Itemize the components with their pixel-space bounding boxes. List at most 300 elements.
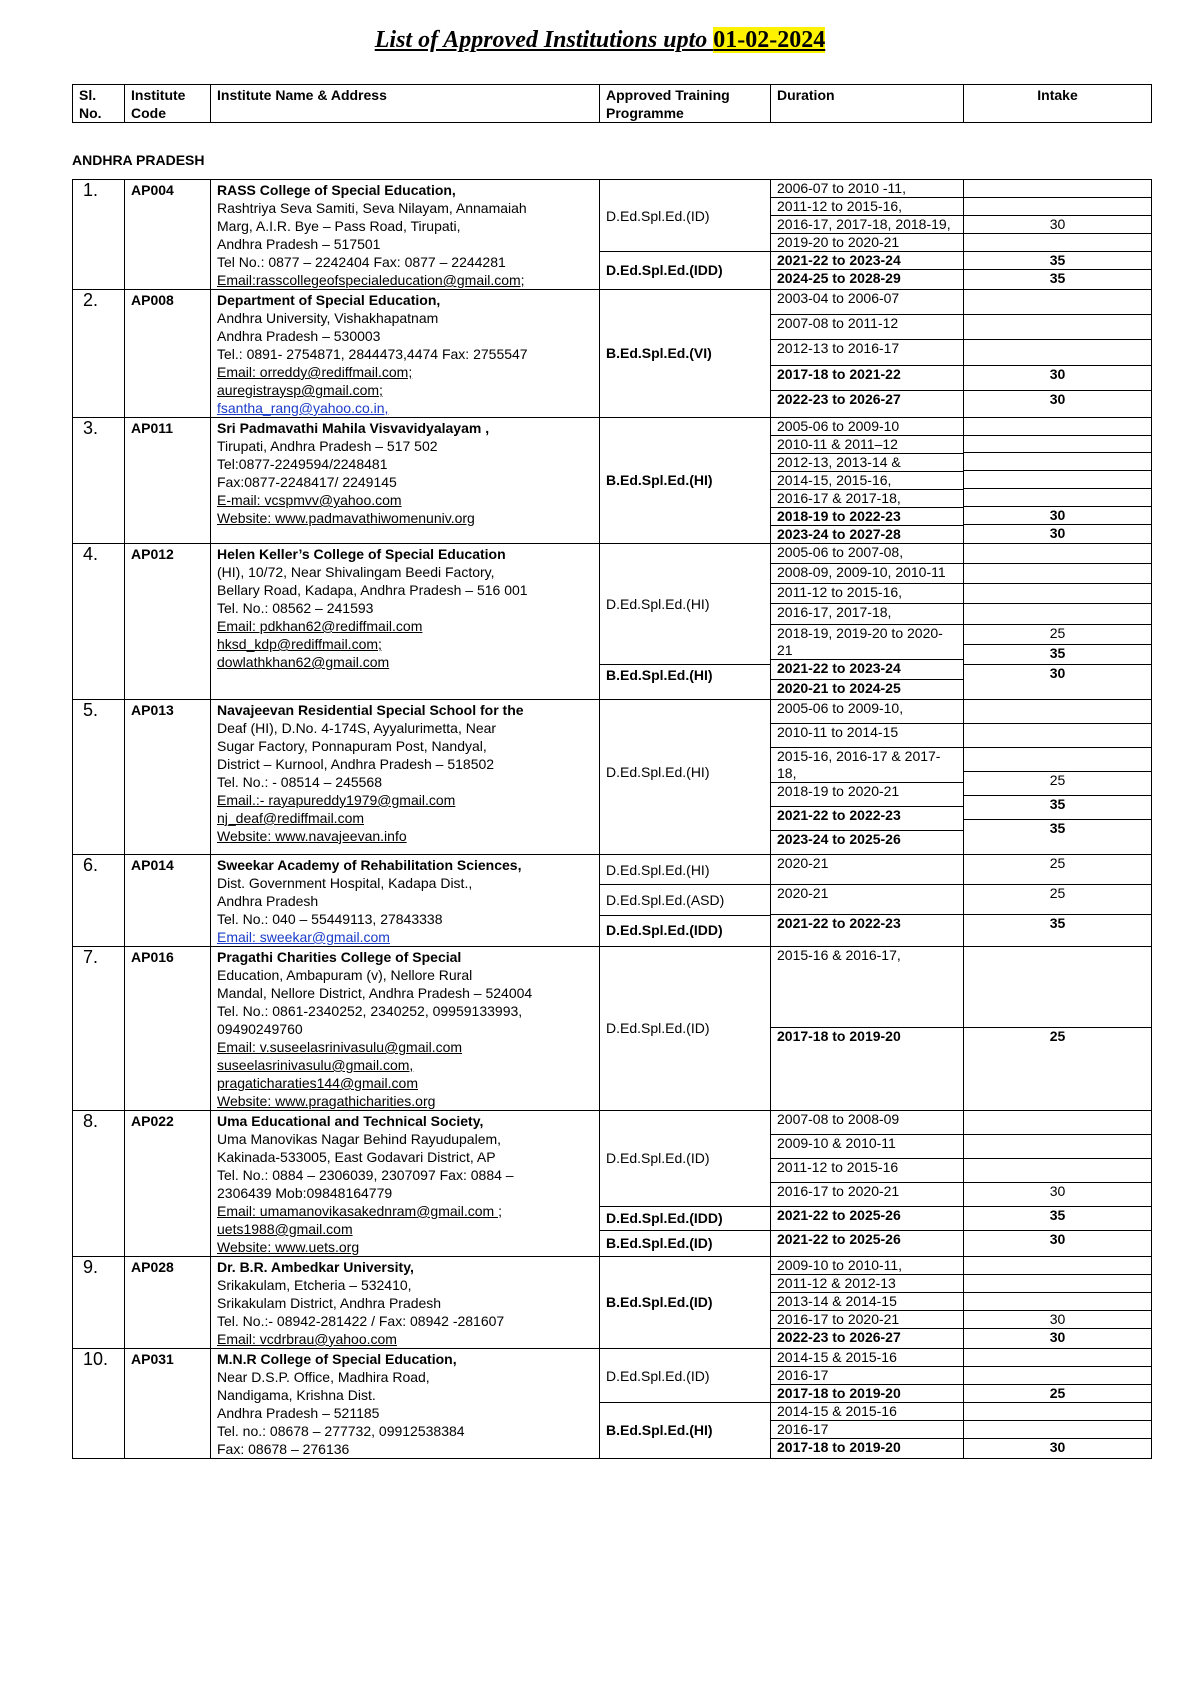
intake-row: [964, 365, 1151, 390]
address-line: Andhra University, Vishakhapatnam: [217, 310, 439, 326]
intake-list: [964, 700, 1151, 843]
intake-row: [964, 1027, 1151, 1108]
intake-row: [964, 914, 1151, 944]
intake-row: [964, 418, 1151, 435]
intake-row: [964, 604, 1151, 624]
intake-value: [964, 723, 1151, 747]
address-line: Srikakulam District, Andhra Pradesh: [217, 1294, 442, 1311]
intake-value: 30: [964, 216, 1151, 234]
institute-code: AP008: [125, 290, 211, 418]
duration-value: 2005-06 to 2007-08,: [771, 544, 963, 564]
duration-value: 2018-19 to 2022-23: [771, 508, 963, 526]
duration-list: [771, 1349, 963, 1456]
address-line: Website: www.uets.org: [217, 1238, 360, 1255]
duration-cell: [771, 1256, 964, 1348]
intake-value: [964, 1420, 1151, 1438]
row-number: 3.: [73, 418, 125, 544]
address-line: 2306439 Mob:09848164779: [217, 1184, 393, 1201]
address-line: Department of Special Education,: [217, 292, 441, 308]
programme-name: D.Ed.Spl.Ed.(HI): [606, 763, 710, 780]
duration-row: [771, 508, 963, 526]
duration-value: 2003-04 to 2006-07: [771, 290, 963, 315]
intake-row: [964, 180, 1151, 198]
duration-row: [771, 584, 963, 604]
row-number: 10.: [73, 1348, 125, 1458]
duration-row: [771, 1257, 963, 1275]
address-line: Email: pdkhan62@rediffmail.com: [217, 618, 423, 634]
intake-value: [964, 584, 1151, 604]
institute-address: [211, 946, 600, 1110]
duration-value: 2008-09, 2009-10, 2010-11: [771, 564, 963, 584]
intake-row: [964, 471, 1151, 489]
intake-value: 30: [964, 1328, 1151, 1346]
intake-row: [964, 624, 1151, 644]
duration-cell: [771, 180, 964, 290]
duration-row: [771, 454, 963, 472]
duration-row: [771, 340, 963, 365]
duration-cell: [771, 854, 964, 946]
duration-value: 2022-23 to 2026-27: [771, 390, 963, 415]
intake-value: [964, 290, 1151, 315]
duration-row: [771, 830, 963, 854]
address-line: Fax:0877-2248417/ 2249145: [217, 474, 397, 490]
duration-row: [771, 1134, 963, 1158]
intake-value: 30: [964, 390, 1151, 415]
duration-row: [771, 1182, 963, 1206]
address-line: Tel No.: 0877 – 2242404 Fax: 0877 – 2244281: [217, 254, 506, 270]
intake-row: [964, 1328, 1151, 1346]
institute-address: [211, 1110, 600, 1256]
address-line: Email: v.suseelasrinivasulu@gmail.com: [217, 1038, 463, 1055]
duration-row: [771, 884, 963, 914]
intake-row: [964, 1230, 1151, 1254]
programme-name: D.Ed.Spl.Ed.(ID): [606, 207, 710, 224]
programme-list: [600, 1111, 770, 1255]
duration-list: [771, 418, 963, 543]
intake-row: [964, 664, 1151, 684]
address-line: dowlathkhan62@gmail.com: [217, 654, 390, 670]
title-text: List of Approved Institutions upto: [374, 27, 714, 53]
intake-row: [964, 1349, 1151, 1367]
intake-row: [964, 700, 1151, 724]
duration-row: [771, 1402, 963, 1420]
institute-code: AP016: [125, 946, 211, 1110]
address-line: Tel:0877-2249594/2248481: [217, 456, 388, 472]
programme-name: D.Ed.Spl.Ed.(IDD): [600, 251, 770, 288]
intake-row: [964, 488, 1151, 506]
duration-value: 2020-21: [771, 855, 963, 885]
intake-value: [964, 198, 1151, 216]
intake-value: 30: [964, 1182, 1151, 1206]
intake-list: [964, 544, 1151, 684]
address-line: Tel. No.: - 08514 – 245568: [217, 773, 383, 790]
duration-value: 2021-22 to 2022-23: [771, 806, 963, 830]
intake-value: 25: [964, 855, 1151, 885]
programme-list: [600, 1257, 770, 1347]
programme-cell: [600, 1256, 771, 1348]
address-line: Tel. No.: 040 – 55449113, 27843338: [217, 910, 443, 927]
row-number: 8.: [73, 1110, 125, 1256]
duration-value: 2017-18 to 2019-20: [771, 1384, 963, 1402]
intake-value: [964, 564, 1151, 584]
duration-value: 2021-22 to 2023-24: [771, 659, 963, 679]
intake-value: 30: [964, 506, 1151, 524]
duration-value: 2015-16, 2016-17 & 2017-18,: [771, 747, 963, 782]
intake-row: [964, 1420, 1151, 1438]
duration-row: [771, 604, 963, 624]
address-line: Srikakulam, Etcheria – 532410,: [217, 1276, 412, 1293]
intake-list: [964, 947, 1151, 1108]
duration-value: 2016-17, 2017-18,: [771, 604, 963, 624]
intake-row: [964, 506, 1151, 524]
duration-value: 2021-22 to 2023-24: [771, 252, 963, 270]
duration-cell: [771, 290, 964, 418]
intake-value: 30: [964, 365, 1151, 390]
duration-value: 2012-13, 2013-14 &: [771, 454, 963, 472]
intake-row: [964, 1182, 1151, 1206]
programme-name: B.Ed.Spl.Ed.(HI): [606, 472, 713, 488]
programme-name: D.Ed.Spl.Ed.(ID): [606, 1150, 710, 1167]
intake-row: [964, 544, 1151, 564]
intake-value: 30: [964, 524, 1151, 542]
programme-list: [600, 855, 770, 945]
address-line: Uma Manovikas Nagar Behind Rayudupalem,: [217, 1130, 502, 1147]
address-line: Mandal, Nellore District, Andhra Pradesh – 524004: [217, 984, 533, 1001]
address-line: Email:rasscollegeofspecialeducation@gmail.com;: [217, 272, 525, 288]
duration-cell: [771, 544, 964, 700]
address-line: Tirupati, Andhra Pradesh – 517 502: [217, 438, 438, 454]
address-line: Marg, A.I.R. Bye – Pass Road, Tirupati,: [217, 218, 461, 234]
address-line: (HI), 10/72, Near Shivalingam Beedi Factory,: [217, 564, 495, 580]
intake-cell: [964, 699, 1152, 854]
address-line: Sweekar Academy of Rehabilitation Sciences,: [217, 856, 522, 873]
duration-value: 2024-25 to 2028-29: [771, 270, 963, 288]
institute-address: [211, 418, 600, 544]
duration-row: [771, 234, 963, 252]
intake-row: [964, 564, 1151, 584]
intake-value: 35: [964, 819, 1151, 843]
intake-row: [964, 1310, 1151, 1328]
duration-value: 2017-18 to 2019-20: [771, 1438, 963, 1456]
row-number: 9.: [73, 1256, 125, 1348]
duration-value: 2016-17 to 2020-21: [771, 1182, 963, 1206]
duration-row: [771, 947, 963, 1028]
title-date: 01-02-2024: [713, 27, 826, 53]
row-number: 7.: [73, 946, 125, 1110]
address-line: fsantha_rang@yahoo.co.in,: [217, 400, 389, 416]
address-line: E-mail: vcspmvv@yahoo.com: [217, 492, 402, 508]
duration-value: 2016-17: [771, 1366, 963, 1384]
duration-row: [771, 216, 963, 234]
institute-code: AP031: [125, 1348, 211, 1458]
address-line: 09490249760: [217, 1020, 303, 1037]
duration-value: 2005-06 to 2009-10,: [771, 700, 963, 724]
intake-value: 35: [964, 914, 1151, 944]
intake-row: [964, 795, 1151, 819]
intake-row: [964, 1206, 1151, 1230]
duration-row: [771, 472, 963, 490]
duration-row: [771, 198, 963, 216]
intake-row: [964, 234, 1151, 252]
address-line: nj_deaf@rediffmail.com: [217, 809, 365, 826]
intake-value: [964, 180, 1151, 198]
intake-value: 30: [964, 1438, 1151, 1456]
intake-value: [964, 1158, 1151, 1182]
duration-value: 2010-11 & 2011–12: [771, 436, 963, 454]
duration-row: [771, 1230, 963, 1254]
duration-row: [771, 806, 963, 830]
programme-name: B.Ed.Spl.Ed.(HI): [600, 1402, 770, 1457]
intake-row: [964, 524, 1151, 542]
intake-value: [964, 1366, 1151, 1384]
programme-cell: [600, 418, 771, 544]
duration-value: 2017-18 to 2019-20: [771, 1027, 963, 1108]
intake-row: [964, 884, 1151, 914]
intake-list: [964, 1111, 1151, 1254]
intake-value: 30: [964, 1310, 1151, 1328]
address-line: Navajeevan Residential Special School for the: [217, 701, 524, 718]
duration-row: [771, 1366, 963, 1384]
duration-value: 2016-17 to 2020-21: [771, 1310, 963, 1328]
intake-cell: [964, 180, 1152, 290]
intake-value: [964, 604, 1151, 624]
duration-row: [771, 490, 963, 508]
address-line: Tel. No.: 0884 – 2306039, 2307097 Fax: 0884 –: [217, 1166, 514, 1183]
intake-row: [964, 340, 1151, 365]
duration-list: [771, 180, 963, 287]
duration-list: [771, 544, 963, 699]
programme-name: D.Ed.Spl.Ed.(ID): [606, 1367, 710, 1384]
institute-address: [211, 180, 600, 290]
intake-value: [964, 471, 1151, 489]
duration-row: [771, 418, 963, 436]
address-line: Helen Keller’s College of Special Education: [217, 546, 506, 562]
intake-value: 30: [964, 664, 1151, 684]
address-line: auregistraysp@gmail.com;: [217, 382, 383, 398]
duration-row: [771, 1274, 963, 1292]
institute-code: AP011: [125, 418, 211, 544]
address-line: Email: vcdrbrau@yahoo.com: [217, 1330, 397, 1347]
programme-cell: [600, 946, 771, 1110]
programme-name: B.Ed.Spl.Ed.(VI): [606, 345, 712, 361]
duration-value: 2017-18 to 2021-22: [771, 365, 963, 390]
programme-cell: [600, 290, 771, 418]
header-intake: Intake: [964, 85, 1152, 123]
duration-row: [771, 436, 963, 454]
intake-row: [964, 1366, 1151, 1384]
institute-address: [211, 854, 600, 946]
institute-code: AP012: [125, 544, 211, 700]
duration-value: 2016-17 & 2017-18,: [771, 490, 963, 508]
duration-row: [771, 747, 963, 782]
row-number: 6.: [73, 854, 125, 946]
intake-cell: [964, 290, 1152, 418]
intake-row: [964, 771, 1151, 795]
table-row: [73, 1110, 1152, 1256]
institute-code: AP028: [125, 1256, 211, 1348]
row-number: 2.: [73, 290, 125, 418]
row-number: 5.: [73, 699, 125, 854]
intake-value: 30: [964, 1230, 1151, 1254]
institute-address: [211, 1256, 600, 1348]
header-code: Institute Code: [125, 85, 211, 123]
intake-row: [964, 644, 1151, 664]
address-line: Education, Ambapuram (v), Nellore Rural: [217, 966, 473, 983]
header-programme: Approved Training Programme: [600, 85, 771, 123]
programme-name: D.Ed.Spl.Ed.(ID): [606, 1019, 710, 1036]
address-line: Fax: 08678 – 276136: [217, 1440, 350, 1457]
duration-value: 2015-16 & 2016-17,: [771, 947, 963, 1028]
duration-value: 2007-08 to 2011-12: [771, 315, 963, 340]
duration-list: [771, 1257, 963, 1346]
intake-row: [964, 216, 1151, 234]
intake-cell: [964, 854, 1152, 946]
duration-value: 2013-14 & 2014-15: [771, 1292, 963, 1310]
programme-cell: [600, 1348, 771, 1458]
duration-row: [771, 914, 963, 944]
address-line: Rashtriya Seva Samiti, Seva Nilayam, Annamaiah: [217, 200, 527, 216]
intake-value: [964, 1274, 1151, 1292]
address-line: suseelasrinivasulu@gmail.com,: [217, 1056, 414, 1073]
institute-code: AP022: [125, 1110, 211, 1256]
duration-row: [771, 1206, 963, 1230]
programme-cell: [600, 544, 771, 700]
duration-row: [771, 1158, 963, 1182]
intake-row: [964, 315, 1151, 340]
address-line: Tel. No.:- 08942-281422 / Fax: 08942 -281607: [217, 1312, 505, 1329]
programme-list: [600, 290, 770, 416]
duration-row: [771, 252, 963, 270]
duration-row: [771, 659, 963, 679]
intake-row: [964, 1438, 1151, 1456]
address-line: RASS College of Special Education,: [217, 182, 456, 198]
institute-address: [211, 699, 600, 854]
header-name: Institute Name & Address: [211, 85, 600, 123]
intake-row: [964, 390, 1151, 415]
intake-value: [964, 453, 1151, 471]
intake-cell: [964, 544, 1152, 700]
address-line: Pragathi Charities College of Special: [217, 948, 462, 965]
table-row: [73, 418, 1152, 544]
intake-value: [964, 700, 1151, 724]
programme-name: B.Ed.Spl.Ed.(ID): [606, 1293, 713, 1310]
duration-row: [771, 1027, 963, 1108]
address-line: Andhra Pradesh – 517501: [217, 236, 381, 252]
intake-row: [964, 1257, 1151, 1275]
duration-row: [771, 1310, 963, 1328]
duration-cell: [771, 1110, 964, 1256]
institute-address: [211, 1348, 600, 1458]
intake-row: [964, 453, 1151, 471]
address-line: M.N.R College of Special Education,: [217, 1350, 457, 1367]
address-line: hksd_kdp@rediffmail.com;: [217, 636, 382, 652]
programme-list: [600, 180, 770, 288]
address-line: Nandigama, Krishna Dist.: [217, 1386, 376, 1403]
intake-cell: [964, 418, 1152, 544]
intake-row: [964, 1274, 1151, 1292]
address-line: Website: www.padmavathiwomenuniv.org: [217, 510, 475, 526]
address-line: Website: www.navajeevan.info: [217, 827, 407, 844]
row-number: 4.: [73, 544, 125, 700]
duration-cell: [771, 1348, 964, 1458]
address-line: Kakinada-533005, East Godavari District, AP: [217, 1148, 496, 1165]
intake-row: [964, 1158, 1151, 1182]
duration-row: [771, 679, 963, 699]
duration-row: [771, 270, 963, 288]
duration-value: 2014-15 & 2015-16: [771, 1349, 963, 1367]
programme-name: D.Ed.Spl.Ed.(IDD): [600, 1206, 770, 1231]
intake-value: [964, 1134, 1151, 1158]
address-line: Dr. B.R. Ambedkar University,: [217, 1258, 414, 1275]
duration-row: [771, 782, 963, 806]
table-row: [73, 699, 1152, 854]
institute-address: [211, 544, 600, 700]
duration-row: [771, 1420, 963, 1438]
intake-value: 35: [964, 252, 1151, 270]
duration-value: 2018-19 to 2020-21: [771, 782, 963, 806]
programme-name: D.Ed.Spl.Ed.(HI): [606, 861, 710, 878]
duration-row: [771, 1384, 963, 1402]
intake-value: [964, 1257, 1151, 1275]
table-row: [73, 544, 1152, 700]
duration-value: 2011-12 to 2015-16: [771, 1158, 963, 1182]
intake-value: [964, 1402, 1151, 1420]
duration-cell: [771, 946, 964, 1110]
table-row: [73, 854, 1152, 946]
header-sl: Sl. No.: [73, 85, 125, 123]
duration-value: 2023-24 to 2025-26: [771, 830, 963, 854]
duration-row: [771, 290, 963, 315]
intake-value: 35: [964, 795, 1151, 819]
table-row: [73, 946, 1152, 1110]
address-line: District – Kurnool, Andhra Pradesh – 518502: [217, 755, 495, 772]
intake-value: [964, 488, 1151, 506]
duration-value: 2007-08 to 2008-09: [771, 1111, 963, 1135]
intake-cell: [964, 1110, 1152, 1256]
address-line: Tel.: 0891- 2754871, 2844473,4474 Fax: 2755547: [217, 346, 528, 362]
duration-value: 2016-17, 2017-18, 2018-19,: [771, 216, 963, 234]
address-line: Email: orreddy@rediffmail.com;: [217, 364, 413, 380]
intake-value: [964, 435, 1151, 453]
programme-list: [600, 947, 770, 1109]
intake-value: [964, 234, 1151, 252]
duration-value: 2021-22 to 2022-23: [771, 914, 963, 944]
intake-value: 25: [964, 1384, 1151, 1402]
intake-value: 25: [964, 1027, 1151, 1108]
table-row: [73, 180, 1152, 290]
duration-row: [771, 544, 963, 564]
address-line: Tel. No.: 08562 – 241593: [217, 600, 374, 616]
address-line: Deaf (HI), D.No. 4-174S, Ayyalurimetta, Near: [217, 719, 497, 736]
intake-list: [964, 1349, 1151, 1456]
intake-cell: [964, 1256, 1152, 1348]
duration-row: [771, 1349, 963, 1367]
institutions-table: [72, 179, 1152, 1459]
intake-value: [964, 544, 1151, 564]
programme-list: [600, 418, 770, 542]
duration-row: [771, 1328, 963, 1346]
intake-value: [964, 418, 1151, 435]
intake-list: [964, 855, 1151, 944]
table-row: [73, 290, 1152, 418]
intake-row: [964, 1402, 1151, 1420]
intake-value: [964, 947, 1151, 1028]
address-line: Dist. Government Hospital, Kadapa Dist.,: [217, 874, 473, 891]
institute-address: [211, 290, 600, 418]
address-line: Email: umamanovikasakednram@gmail.com ;: [217, 1202, 502, 1219]
intake-row: [964, 290, 1151, 315]
intake-value: [964, 1292, 1151, 1310]
